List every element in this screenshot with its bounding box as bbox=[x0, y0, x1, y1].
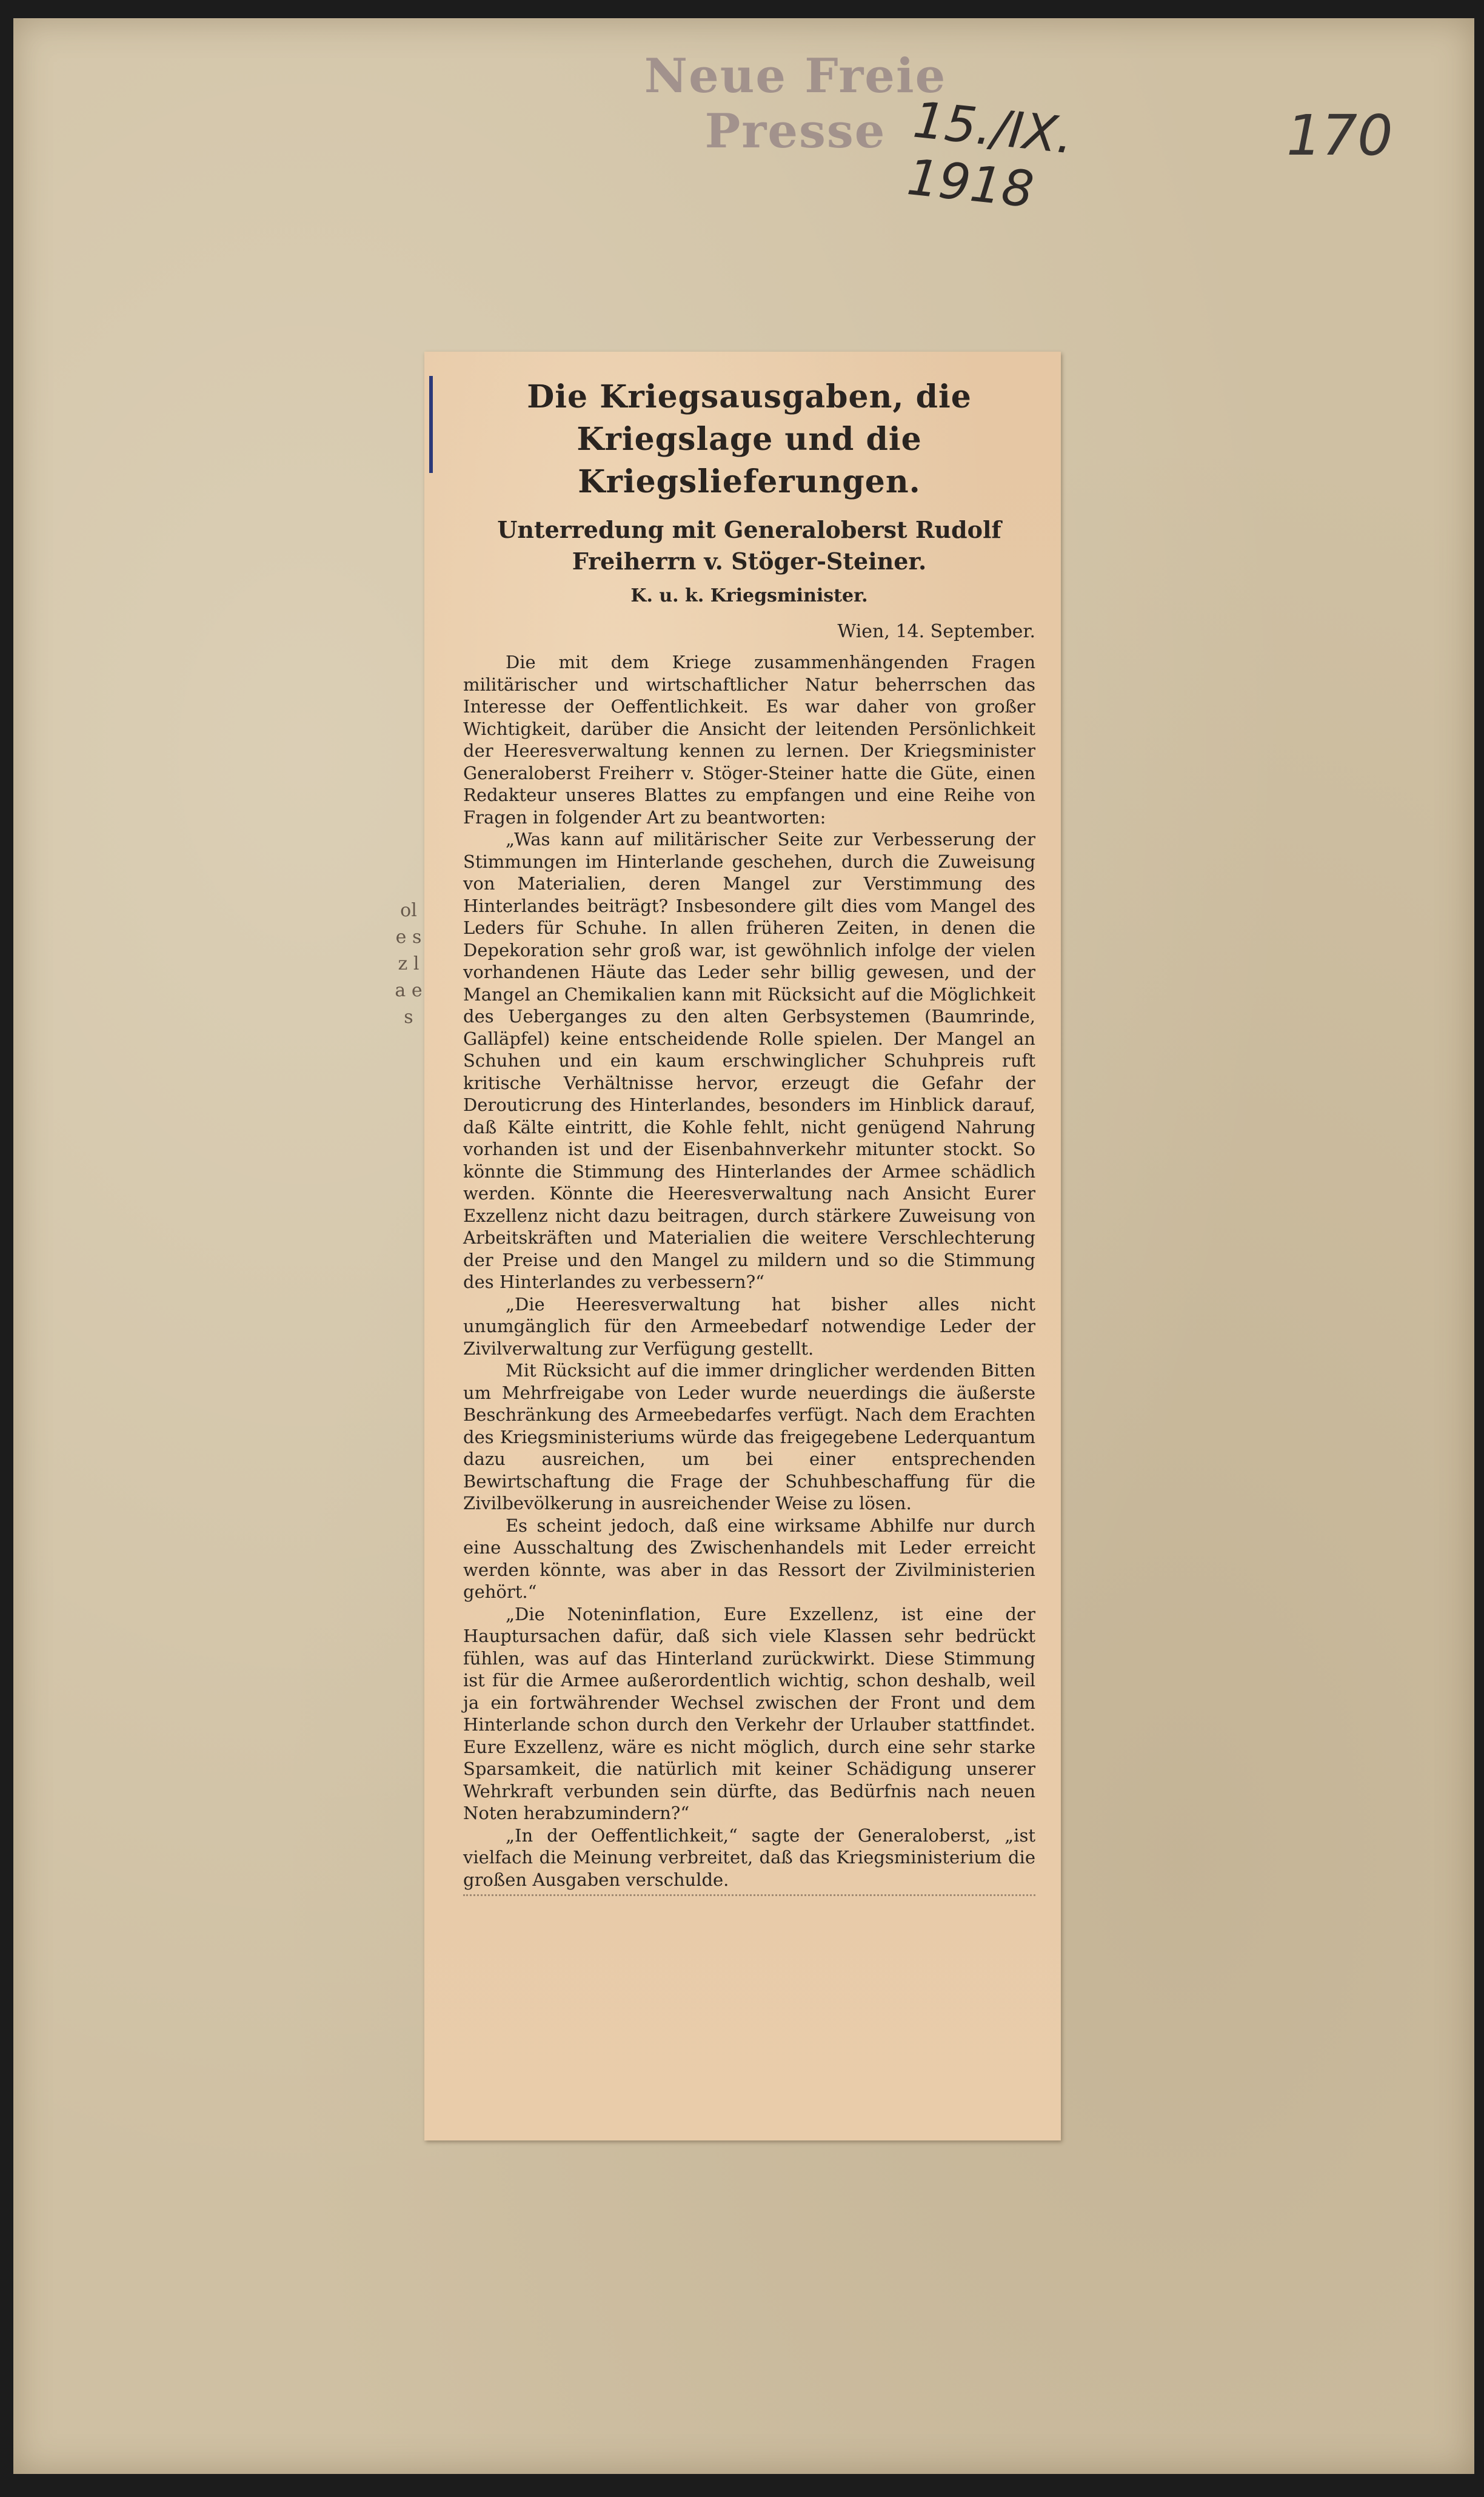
article-paragraph: „Die Noteninflation, Eure Exzellenz, ist eine der Hauptursachen dafür, daß sich viele Klassen sehr bedrückt fühlen, was auf das Hinterland zurückwirkt. Diese Stimmung ist für die Armee außerordentlich wichtig, schon deshalb, weil ja ein fortwährender Wechsel zwischen der Front und dem Hinterlande schon durch den Verkehr der Urlauber stattfindet. Eure Exzellenz, wäre es nicht möglich, durch eine sehr starke Sparsamkeit, die natürlich mit keiner Schädigung unserer Wehrkraft verbunden sein dürfte, das Bedürfnis nach neuen Noten herabzumindern?“ bbox=[463, 1603, 1035, 1823]
article-paragraph: „Die Heeresverwaltung hat bisher alles nicht unumgänglich für den Armeebedarf notwendige Leder der Zivilverwaltung zur Verfügung gestellt. bbox=[463, 1293, 1035, 1359]
archive-number: 170 bbox=[1286, 103, 1393, 168]
blue-pencil-mark bbox=[429, 376, 433, 473]
article-paragraph: Es scheint jedoch, daß eine wirksame Abhilfe nur durch eine Ausschaltung des Zwischenhandels mit Leder erreicht werden könnte, was aber in das Ressort der Zivilministerien gehört.“ bbox=[463, 1515, 1035, 1602]
handwritten-date: 15./IX. 1918 bbox=[904, 91, 1076, 220]
article-dateline: Wien, 14. September. bbox=[837, 621, 1035, 642]
article-paragraph: „Was kann auf militärischer Seite zur Verbesserung der Stimmungen im Hinterlande geschehen, durch die Zuweisung von Materialien, deren Mangel zur Verstimmung des Hinterlandes beiträgt? Insbesondere gilt dies vom Mangel des Leders für Schuhe. In allen früheren Zeiten, in denen die Depekoration sehr groß war, ist gewöhnlich infolge der vielen vorhandenen Häute das Leder sehr billig gewesen, und der Mangel an Chemikalien kann mit Rücksicht auf die Möglichkeit des Ueberganges zu den alten Gerbsystemen (Baumrinde, Galläpfel) keine entscheidende Rolle spielen. Der Mangel an Schuhen und ein kaum erschwinglicher Schuhpreis ruft kritische Verhältnisse hervor, erzeugt die Gefahr der Derouticrung des Hinterlandes, besonders im Hinblick darauf, daß Kälte eintritt, die Kohle fehlt, nicht genügend Nahrung vorhanden ist und der Eisenbahnverkehr mitunter stockt. So könnte die Stimmung des Hinterlandes der Armee schädlich werden. Könnte die Heeresverwaltung nach Ansicht Eurer Exzellenz nicht dazu beitragen, durch stärkere Zuweisung von Arbeitskräften und Materialien die weitere Verschlechterung der Preise und den Mangel zu mildern und so die Stimmung des Hinterlandes zu verbessern?“ bbox=[463, 829, 1035, 1292]
bleed-through-text: ol e s z l a e s bbox=[395, 900, 423, 1028]
article-role-line: K. u. k. Kriegsminister. bbox=[630, 585, 868, 606]
article-paragraph: Die mit dem Kriege zusammenhängenden Fragen militärischer und wirtschaftlicher Natur beherrschen das Interesse der Oeffentlichkeit. Es war daher von großer Wichtigkeit, darüber die Ansicht der leitenden Persönlichkeit der Heeresverwaltung kennen zu lernen. Der Kriegsminister Generaloberst Freiherr v. Stöger-Steiner hatte die Güte, einen Redakteur unseres Blattes zu empfangen und eine Reihe von Fragen in folgender Art zu beantworten: bbox=[463, 652, 1035, 828]
article-headline: Die Kriegsausgaben, die Kriegslage und die Kriegslieferungen. bbox=[527, 378, 972, 500]
newspaper-clipping bbox=[424, 352, 1061, 2140]
article-subhead: Unterredung mit Generaloberst Rudolf Freiherrn v. Stöger-Steiner. bbox=[497, 516, 1001, 575]
article-paragraph: Mit Rücksicht auf die immer dringlicher werdenden Bitten um Mehrfreigabe von Leder wurde neuerdings die äußerste Beschränkung des Armeebedarfes verfügt. Nach dem Erachten des Kriegsministeriums würde das freigegebene Lederquantum dazu ausreichen, um bei einer entsprechenden Bewirtschaftung die Frage der Schuhbeschaffung für die Zivilbevölkerung in ausreichender Weise zu lösen. bbox=[463, 1360, 1035, 1513]
newspaper-name-stamp: Neue Freie Presse bbox=[644, 49, 947, 159]
cut-off-line bbox=[463, 1894, 1035, 1905]
article-paragraph: „In der Oeffentlichkeit,“ sagte der Generaloberst, „ist vielfach die Meinung verbreitet, daß das Kriegsministerium die großen Ausgaben verschulde. bbox=[463, 1825, 1035, 1890]
